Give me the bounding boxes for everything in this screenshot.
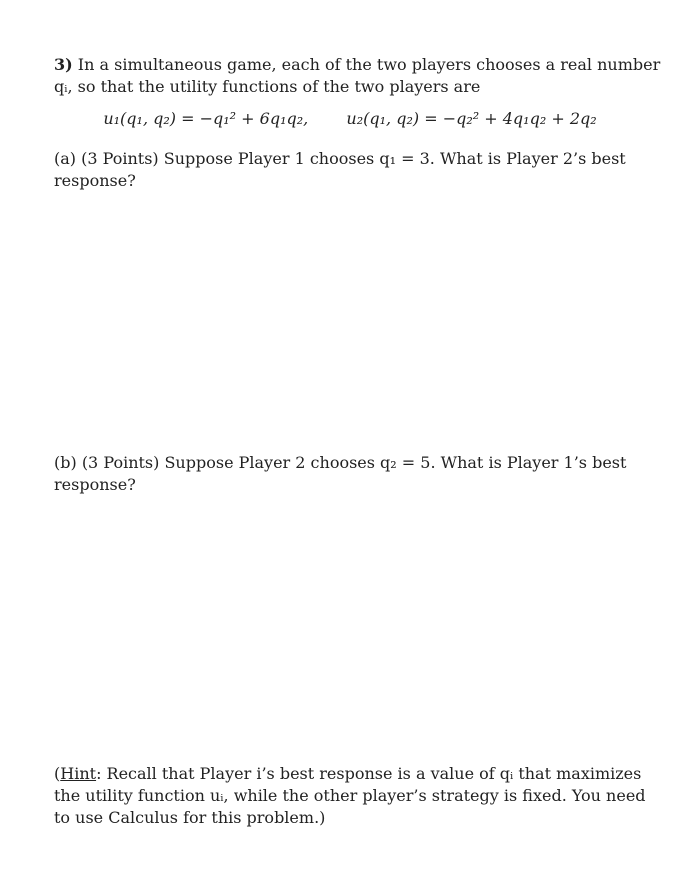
hint-note [54,763,664,829]
utility-equation-player-2: u₂(q₁, q₂) = −q₂² + 4q₁q₂ + 2q₂ [346,109,597,128]
problem-intro-text: In a simultaneous game, each of the two players chooses a real number qᵢ, so that the utility functions of the two players are [54,55,661,96]
hint-open-paren: ( [54,764,61,783]
utility-equations [0,108,700,130]
part-a-label: (a) (3 Points) [54,149,159,168]
hint-text: : Recall that Player i’s best response is a value of qᵢ that maximizes the utility function uᵢ, while the other player’s strategy is fixed. You need to use Calculus for this problem.) [54,764,646,827]
part-a-text: Suppose Player 1 chooses q₁ = 3. What is Player 2’s best response? [54,149,626,190]
problem-statement [54,54,664,98]
part-b-text: Suppose Player 2 chooses q₂ = 5. What is Player 1’s best response? [54,453,627,494]
part-b-label: (b) (3 Points) [54,453,160,472]
question-part-a [54,148,664,192]
utility-equation-player-1: u₁(q₁, q₂) = −q₁² + 6q₁q₂, [103,109,309,128]
problem-number: 3) [54,55,73,74]
question-part-b [54,452,664,496]
hint-label: Hint [60,764,97,783]
